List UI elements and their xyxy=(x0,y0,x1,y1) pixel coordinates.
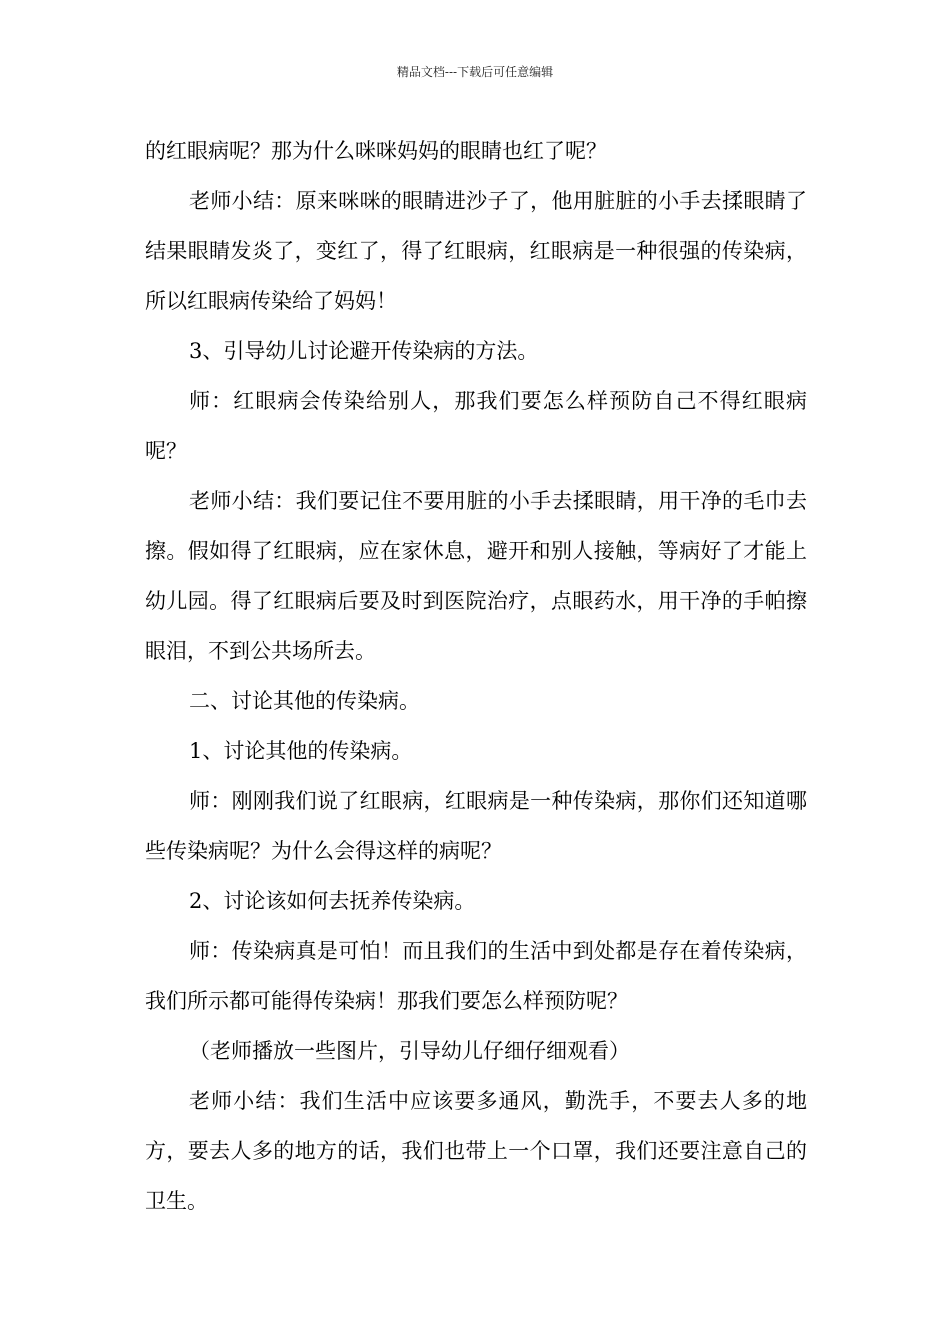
paragraph-teacher-question-3: 师：传染病真是可怕！而且我们的生活中到处都是存在着传染病，我们所示都可能得传染病！那我们要怎么样预防呢？ xyxy=(145,939,807,1013)
paragraph-teacher-summary-2: 老师小结：我们要记住不要用脏的小手去揉眼睛，用干净的毛巾去擦。假如得了红眼病，应在家休息，避开和别人接触，等病好了才能上幼儿园。得了红眼病后要及时到医院治疗，点眼药水，用干净的手帕擦眼泪，不到公共场所去。 xyxy=(145,489,807,663)
paragraph-step-3: 3、引导幼儿讨论避开传染病的方法。 xyxy=(189,339,539,363)
paragraph-section-2-heading: 二、讨论其他的传染病。 xyxy=(189,689,420,713)
paragraph-teacher-summary-1: 老师小结：原来咪咪的眼睛进沙子了，他用脏脏的小手去揉眼睛了结果眼睛发炎了，变红了，得了红眼病，红眼病是一种很强的传染病，所以红眼病传染给了妈妈！ xyxy=(145,189,807,313)
paragraph-teacher-question-1: 师：红眼病会传染给别人，那我们要怎么样预防自己不得红眼病呢？ xyxy=(145,389,807,463)
paragraph-stage-direction: （老师播放一些图片，引导幼儿仔细仔细观看） xyxy=(189,1039,630,1063)
paragraph-continuation: 的红眼病呢？那为什么咪咪妈妈的眼睛也红了呢？ xyxy=(145,139,607,163)
paragraph-teacher-question-2: 师：刚刚我们说了红眼病，红眼病是一种传染病，那你们还知道哪些传染病呢？为什么会得这样的病呢？ xyxy=(145,789,807,863)
document-body xyxy=(145,126,807,1226)
paragraph-step-2: 2、讨论该如何去抚养传染病。 xyxy=(189,889,476,913)
paragraph-step-1: 1、讨论其他的传染病。 xyxy=(189,739,413,763)
page-header: 精品文档---下载后可任意编辑 xyxy=(396,65,554,79)
paragraph-teacher-summary-3: 老师小结：我们生活中应该要多通风，勤洗手，不要去人多的地方，要去人多的地方的话，我们也带上一个口罩，我们还要注意自己的卫生。 xyxy=(145,1089,807,1213)
